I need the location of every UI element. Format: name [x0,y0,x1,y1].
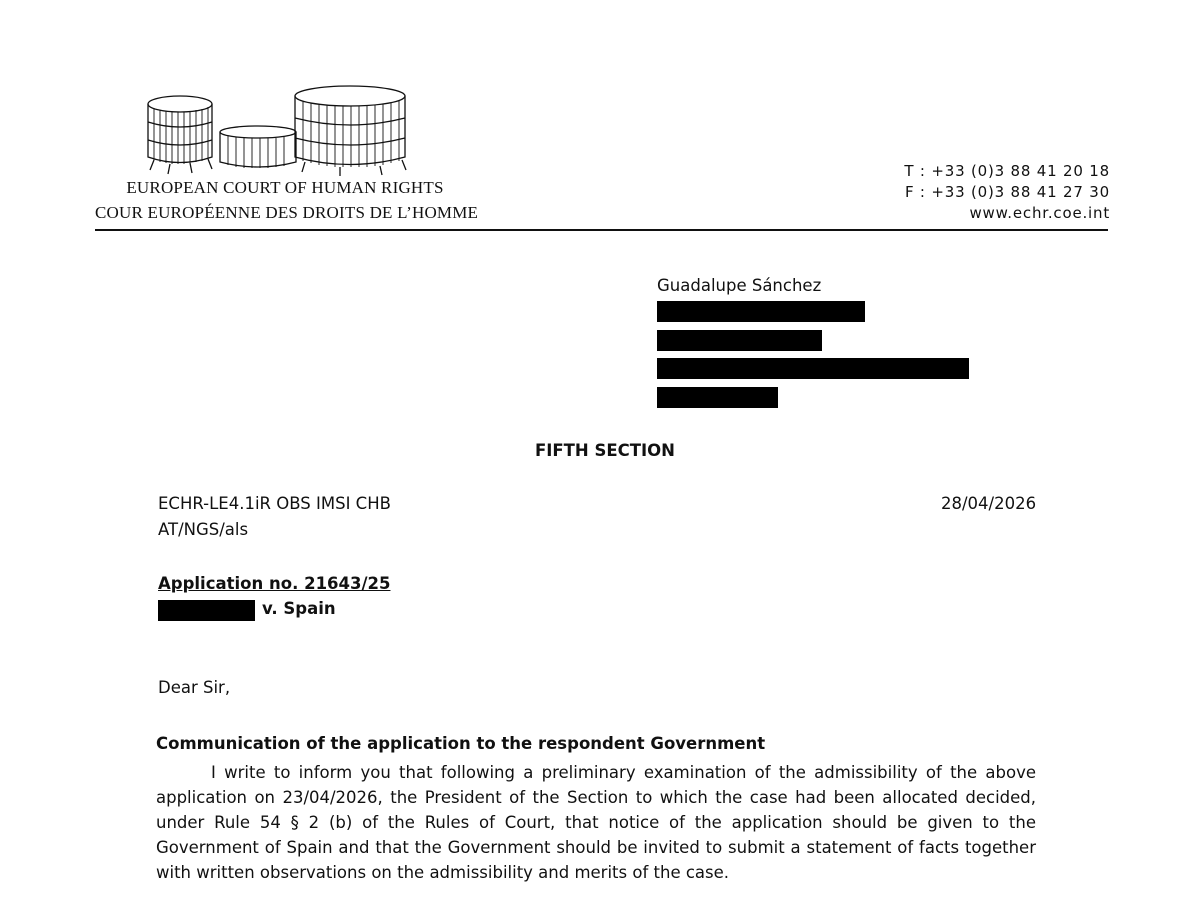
fax-number: F : +33 (0)3 88 41 27 30 [904,183,1110,201]
reference-initials: AT/NGS/als [158,520,249,539]
court-name-french: COUR EUROPÉENNE DES DROITS DE L’HOMME [95,203,479,222]
body-text: I write to inform you that following a preliminary examination of the admissibility of the above application on 23/04/2026, the President of the Section to which the case had been allocated decided, under Rule 54 § 2 (b) of the Rules of Court, that notice of the application should be given to the Government of Spain and that the Government should be invited to submit a statement of facts together with written observations on the admissibility and merits of the case. [156,763,1036,882]
redacted-address-line-3 [657,358,969,379]
phone-number: T : +33 (0)3 88 41 20 18 [904,162,1110,180]
salutation: Dear Sir, [158,678,231,697]
redacted-address-line-2 [657,330,822,351]
application-number: Application no. 21643/25 [158,574,391,593]
redacted-applicant-name [158,600,255,621]
respondent-state: v. Spain [262,599,336,618]
website-link[interactable]: www.echr.coe.int [969,204,1110,222]
subject-heading: Communication of the application to the respondent Government [156,734,766,753]
recipient-name: Guadalupe Sánchez [657,276,822,295]
court-building-logo [140,82,410,177]
reference-code: ECHR-LE4.1iR OBS IMSI CHB [158,494,391,513]
section-heading: FIFTH SECTION [535,441,675,460]
court-name-english: EUROPEAN COURT OF HUMAN RIGHTS [126,178,444,197]
letterhead-divider [95,229,1108,231]
redacted-address-line-1 [657,301,865,322]
body-paragraph [156,760,1036,885]
letter-date: 28/04/2026 [941,494,1037,513]
redacted-address-line-4 [657,387,778,408]
